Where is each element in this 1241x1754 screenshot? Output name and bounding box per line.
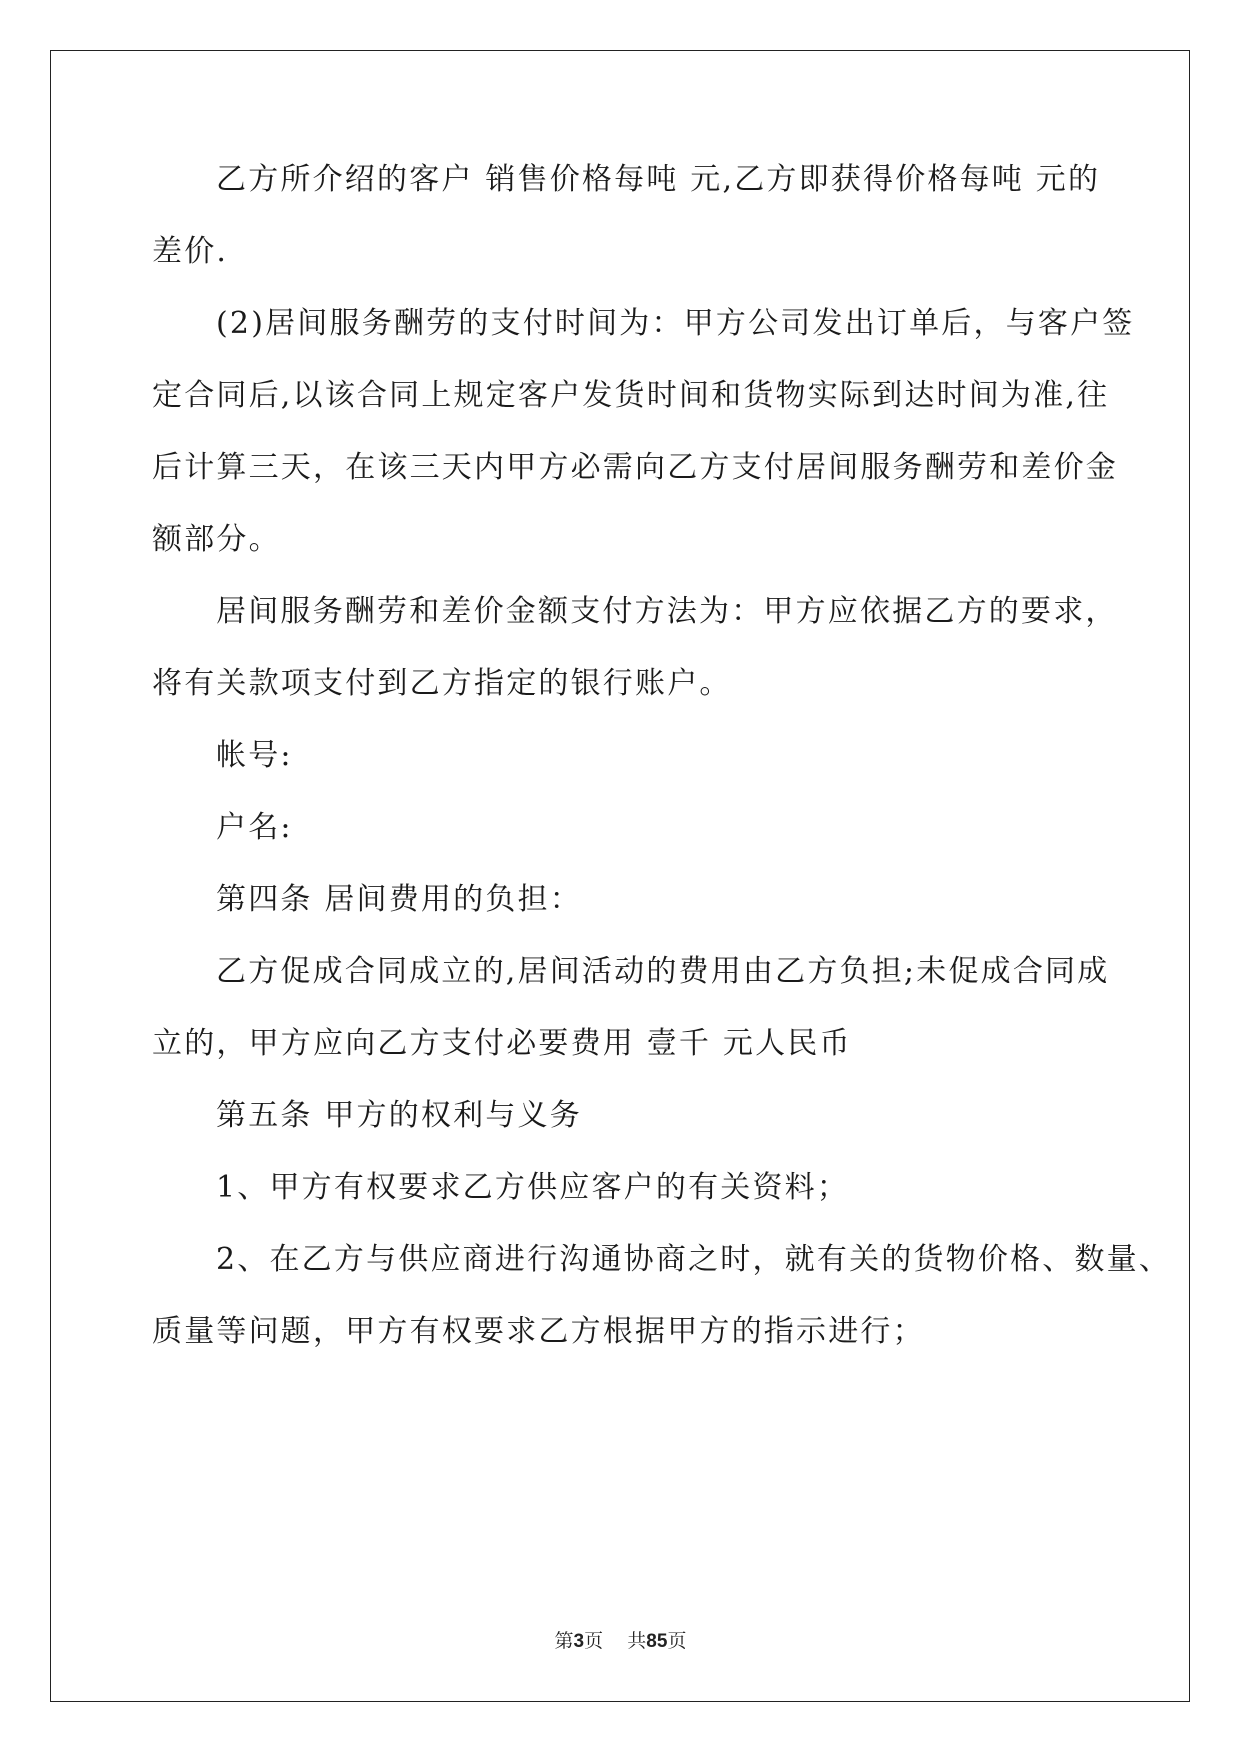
- list-item: 2、在乙方与供应商进行沟通协商之时，就有关的货物价格、数量、: [216, 1242, 1172, 1277]
- current-page-number: 3: [573, 1631, 585, 1652]
- footer-suffix: 页: [667, 1630, 687, 1652]
- paragraph-line: 差价.: [152, 234, 229, 269]
- paragraph-line: 乙方促成合同成立的,居间活动的费用由乙方负担;未促成合同成: [216, 954, 1110, 989]
- list-item: 1、甲方有权要求乙方供应客户的有关资料；: [216, 1170, 850, 1205]
- total-pages-number: 85: [646, 1631, 668, 1652]
- paragraph-line: 将有关款项支付到乙方指定的银行账户。: [152, 666, 732, 701]
- page-footer: [0, 1626, 1241, 1653]
- paragraph-line: (2)居间服务酬劳的支付时间为：甲方公司发出订单后，与客户签: [216, 306, 1135, 341]
- paragraph-line: 立的，甲方应向乙方支付必要费用 壹千 元人民币: [152, 1026, 852, 1061]
- paragraph-line: 质量等问题，甲方有权要求乙方根据甲方的指示进行；: [152, 1314, 925, 1349]
- article-heading: 第四条 居间费用的负担：: [216, 882, 582, 917]
- paragraph-line: 居间服务酬劳和差价金额支付方法为：甲方应依据乙方的要求，: [216, 594, 1118, 629]
- article-heading: 第五条 甲方的权利与义务: [216, 1098, 582, 1133]
- paragraph-line: 额部分。: [152, 522, 281, 557]
- account-name-label: 户名:: [216, 810, 293, 845]
- account-number-label: 帐号:: [216, 738, 293, 773]
- paragraph-line: 乙方所介绍的客户 销售价格每吨 元,乙方即获得价格每吨 元的: [216, 162, 1101, 197]
- footer-mid: 页 共: [584, 1630, 647, 1652]
- paragraph-line: 后计算三天，在该三天内甲方必需向乙方支付居间服务酬劳和差价金: [152, 450, 1118, 485]
- footer-prefix: 第: [554, 1630, 574, 1652]
- paragraph-line: 定合同后,以该合同上规定客户发货时间和货物实际到达时间为准,往: [152, 378, 1110, 413]
- page-border: [50, 50, 1190, 1702]
